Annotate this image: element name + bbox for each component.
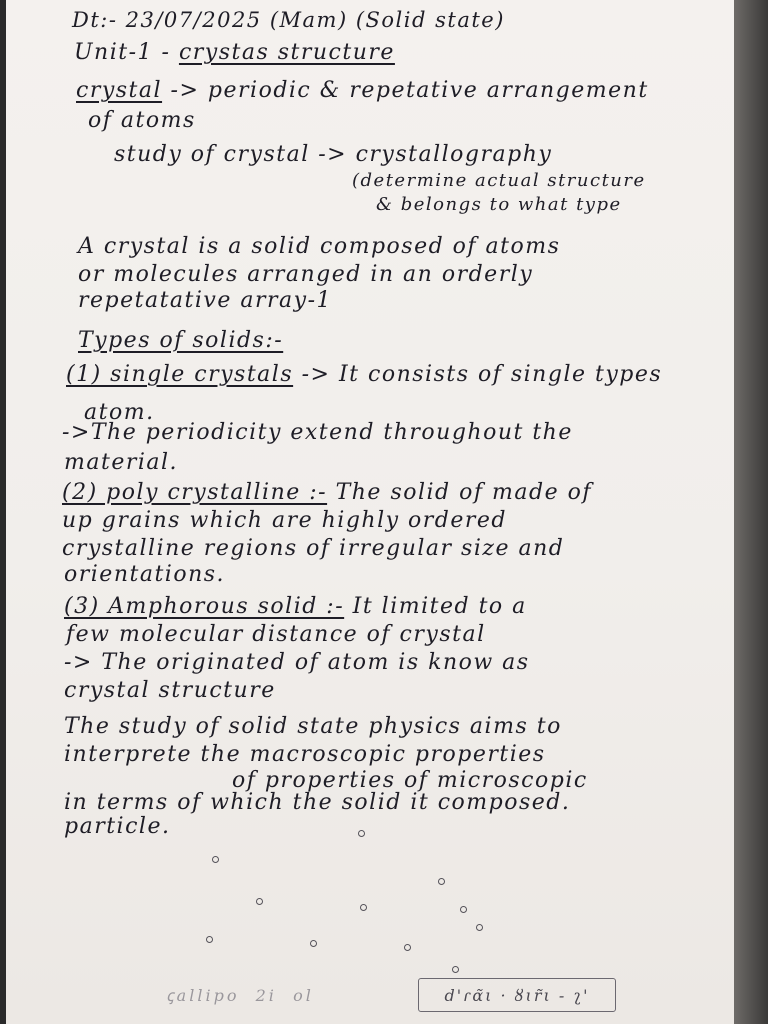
paragraph-2-line-2: interprete the macroscopic properties xyxy=(64,742,546,767)
polycrystalline-line-2: up grains which are highly ordered xyxy=(62,508,508,533)
single-crystals-label: (1) single crystals xyxy=(66,362,294,387)
amorphous-line-1 xyxy=(64,596,527,618)
polycrystalline-line-3: crystalline regions of irregular size and xyxy=(62,536,565,561)
paragraph-2-line-3: of properties of microscopic xyxy=(232,768,588,793)
amorphous-label: (3) Amphorous solid :- xyxy=(64,594,345,619)
crystal-definition-line-2: of atoms xyxy=(88,108,196,133)
crystal-definition-text: -> periodic & repetative arrangement xyxy=(162,78,649,103)
ink-dot xyxy=(206,936,213,943)
study-line: study of crystal -> crystallography xyxy=(114,142,553,167)
unit-prefix: Unit-1 - xyxy=(74,40,179,65)
ink-dot xyxy=(404,944,411,951)
periodicity-line-1: ->The periodicity extend throughout the xyxy=(62,420,573,445)
polycrystalline-label: (2) poly crystalline :- xyxy=(62,480,328,505)
amorphous-line-3: -> The originated of atom is know as xyxy=(64,650,530,675)
polycrystalline-definition: The solid of made of xyxy=(327,480,592,505)
paragraph-2-line-5: particle. xyxy=(64,814,171,839)
polycrystalline-line-1 xyxy=(62,482,592,504)
paragraph-1-line-3: repetatative array-1 xyxy=(78,288,332,313)
polycrystalline-line-4: orientations. xyxy=(64,562,226,587)
ink-dot xyxy=(256,898,263,905)
ink-dot xyxy=(212,856,219,863)
page-edge-shadow xyxy=(734,0,768,1024)
amorphous-line-4: crystal structure xyxy=(64,678,276,703)
paragraph-2-line-4: in terms of which the solid it composed. xyxy=(64,790,571,815)
ink-dot xyxy=(358,830,365,837)
amorphous-line-2: few molecular distance of crystal xyxy=(66,622,486,647)
paragraph-1-line-1: A crystal is a solid composed of atoms xyxy=(78,234,561,259)
paragraph-1-line-2: or molecules arranged in an orderly xyxy=(78,262,534,287)
amorphous-definition: It limited to a xyxy=(344,594,527,619)
ink-dot xyxy=(438,878,445,885)
bleed-through-box: d'ɾα̃ι · ȣɩr̃ι - ʅ' xyxy=(418,978,616,1012)
crystal-term: crystal xyxy=(76,78,163,103)
date-header: Dt:- 23/07/2025 (Mam) (Solid state) xyxy=(72,8,505,32)
types-heading: Types of solids:- xyxy=(78,328,284,353)
periodicity-line-2: material. xyxy=(64,450,179,475)
determine-line-1: (determine actual structure xyxy=(352,170,646,191)
single-crystals-line-2: atom. xyxy=(84,400,155,425)
determine-line-2: & belongs to what type xyxy=(376,194,622,215)
notebook-page xyxy=(6,0,734,1024)
ink-dot xyxy=(476,924,483,931)
ink-dot xyxy=(460,906,467,913)
single-crystals-definition: -> It consists of single types xyxy=(293,362,663,387)
bleed-through-text: ꞔallipo 2i ol xyxy=(166,986,314,1005)
ink-dot xyxy=(452,966,459,973)
ink-dot xyxy=(310,940,317,947)
unit-heading xyxy=(74,42,395,64)
paragraph-2-line-1: The study of solid state physics aims to xyxy=(64,714,562,739)
single-crystals-line-1 xyxy=(66,364,662,386)
crystal-definition-line-1 xyxy=(76,80,649,102)
ink-dot xyxy=(360,904,367,911)
unit-title: crystas structure xyxy=(178,40,395,65)
